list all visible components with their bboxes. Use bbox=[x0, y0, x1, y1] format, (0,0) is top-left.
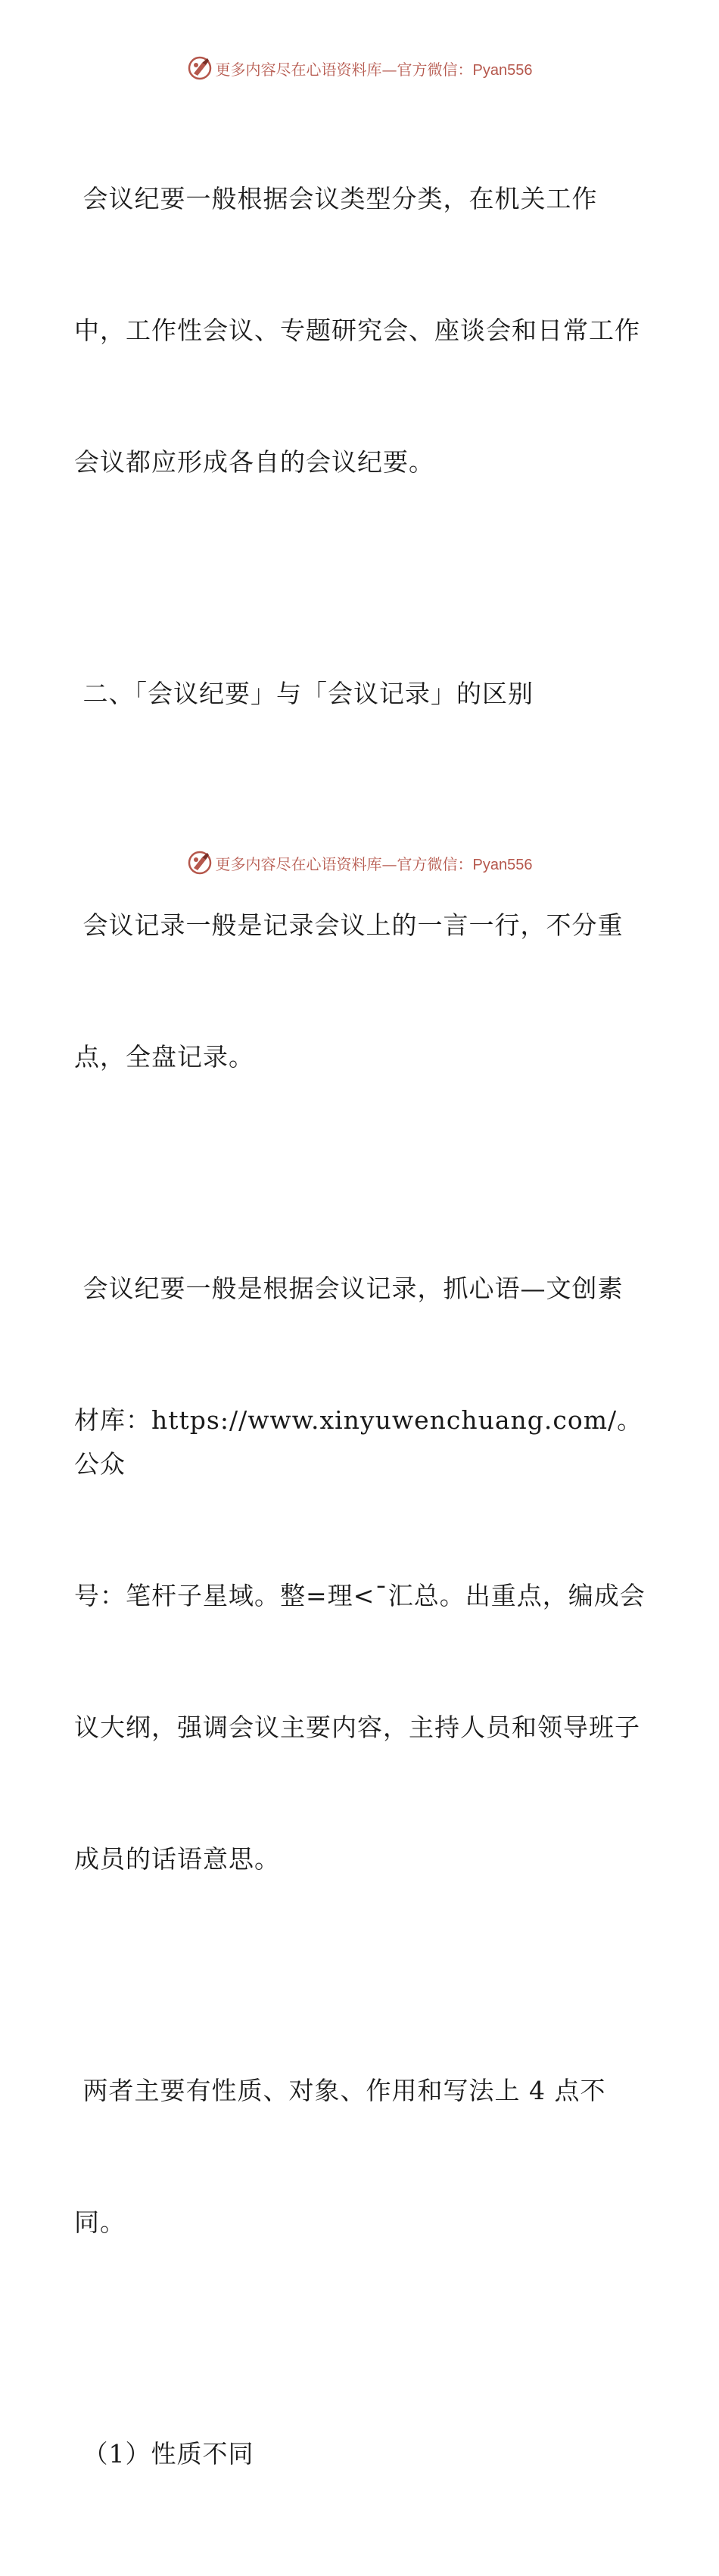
text-line: （1）性质不同 bbox=[74, 2439, 254, 2469]
text-line: 会议记录一般是记录会议上的一言一行，不分重 bbox=[74, 910, 624, 940]
paragraph-intro bbox=[74, 89, 649, 572]
paragraph-differences bbox=[74, 1981, 649, 2332]
section-heading bbox=[74, 584, 649, 804]
brand-logo-icon bbox=[187, 850, 213, 876]
text-line: 二、「会议纪要」与「会议记录」的区别 bbox=[74, 679, 534, 708]
banner-text: 更多内容尽在心语资料库—官方微信：Pyan556 bbox=[215, 60, 533, 79]
text-line: 会议纪要一般根据会议类型分类，在机关工作 bbox=[74, 184, 598, 213]
text-line: 议大纲，强调会议主要内容，主持人员和领导班子 bbox=[74, 1713, 640, 1742]
subsection-heading bbox=[74, 2344, 649, 2564]
header-banner bbox=[0, 53, 719, 83]
banner-text: 更多内容尽在心语资料库—官方微信：Pyan556 bbox=[215, 854, 533, 873]
text-line: 点，全盘记录。 bbox=[74, 1042, 254, 1072]
footer-banner bbox=[0, 848, 719, 878]
text-line: 会议纪要一般是根据会议记录，抓心语—文创素 bbox=[74, 1274, 624, 1303]
brand-logo-icon bbox=[187, 55, 213, 81]
text-line: 号：笔杆子星域。整=理<¯汇总。出重点，编成会 bbox=[74, 1581, 646, 1610]
text-line: 材库：https://www.xinyuwenchuang.com/。公众 bbox=[74, 1405, 643, 1479]
text-line: 同。 bbox=[74, 2207, 126, 2237]
text-line: 会议都应形成各自的会议纪要。 bbox=[74, 447, 434, 477]
text-line: 中，工作性会议、专题研究会、座谈会和日常工作 bbox=[74, 316, 640, 345]
document-body bbox=[74, 89, 649, 2576]
paragraph-summary bbox=[74, 1179, 649, 1969]
text-line: 两者主要有性质、对象、作用和写法上 4 点不 bbox=[74, 2076, 606, 2105]
text-line: 成员的话语意思。 bbox=[74, 1844, 280, 1874]
